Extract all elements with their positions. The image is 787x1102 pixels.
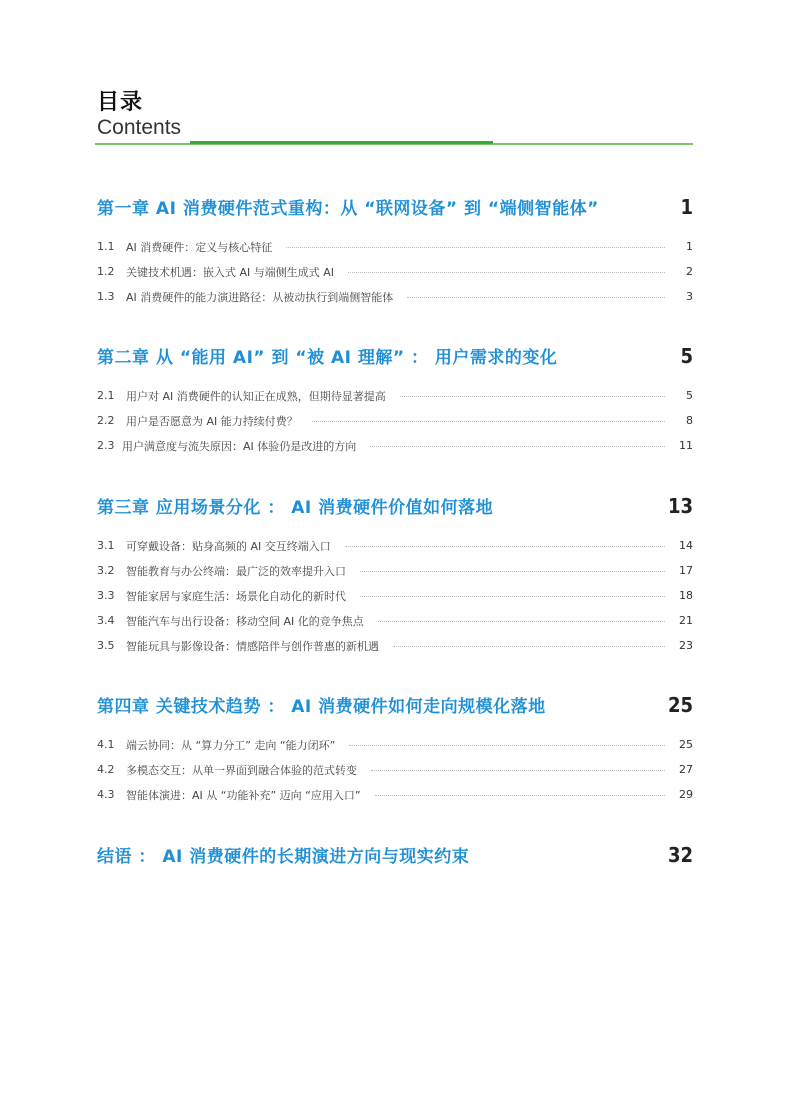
toc-entry[interactable] [97, 583, 693, 608]
toc-entry[interactable] [97, 757, 693, 782]
chapter-2[interactable] [97, 341, 693, 458]
chapter-page-number: 13 [667, 494, 693, 518]
entry-number: 4.1 [97, 738, 115, 751]
dot-leader [393, 646, 665, 647]
dot-leader [370, 446, 665, 447]
toc-entry[interactable] [97, 732, 693, 757]
entry-title: AI 消费硬件的能力演进路径：从被动执行到端侧智能体 [126, 290, 394, 304]
entry-page-number: 3 [686, 290, 693, 303]
chapter-page-number: 32 [667, 843, 693, 867]
toc-entry[interactable] [97, 608, 693, 633]
entry-number: 3.5 [97, 639, 115, 652]
dot-leader [349, 745, 665, 746]
entry-number: 1.2 [97, 265, 115, 278]
dot-leader [371, 770, 665, 771]
toc-entry[interactable] [97, 433, 693, 458]
toc-entry[interactable] [97, 284, 693, 309]
chapter-title[interactable]: 第四章 关键技术趋势 ： AI 消费硬件如何走向规模化落地 [97, 697, 546, 717]
dot-leader [375, 795, 665, 796]
dot-leader [360, 571, 665, 572]
entry-number: 3.2 [97, 564, 115, 577]
dot-leader [312, 421, 665, 422]
entry-page-number: 1 [686, 240, 693, 253]
dot-leader [286, 247, 665, 248]
toc-title-chinese: 目录 [97, 90, 144, 115]
dot-leader [400, 396, 665, 397]
toc-entry[interactable] [97, 408, 693, 433]
entry-title: 端云协同：从 “算力分工” 走向 “能力闭环” [126, 738, 336, 752]
toc-title-english: Contents [97, 116, 182, 139]
chapter-page-number: 5 [680, 344, 693, 368]
entry-page-number: 8 [686, 414, 693, 427]
toc-entry[interactable] [97, 782, 693, 807]
chapter-title[interactable]: 第一章 AI 消费硬件范式重构：从 “联网设备” 到 “端侧智能体” [97, 199, 599, 219]
entry-title: 智能教育与办公终端：最广泛的效率提升入口 [126, 564, 346, 578]
chapter-title[interactable]: 结语 ： AI 消费硬件的长期演进方向与现实约束 [97, 847, 470, 867]
entry-title: 多模态交互：从单一界面到融合体验的范式转变 [126, 763, 357, 777]
dot-leader [345, 546, 665, 547]
entry-title: AI 消费硬件：定义与核心特征 [126, 240, 273, 254]
toc-entry[interactable] [97, 533, 693, 558]
entry-number: 1.3 [97, 290, 115, 303]
entry-page-number: 17 [679, 564, 693, 577]
entry-number: 2.2 [97, 414, 115, 427]
conclusion[interactable] [97, 840, 693, 870]
entry-page-number: 2 [686, 265, 693, 278]
chapter-page-number: 25 [667, 693, 693, 717]
entry-number: 3.3 [97, 589, 115, 602]
entry-title: 用户对 AI 消费硬件的认知正在成熟，但期待显著提高 [126, 389, 386, 403]
chapter-title[interactable]: 第二章 从 “能用 AI” 到 “被 AI 理解” ： 用户需求的变化 [97, 348, 558, 368]
dot-leader [348, 272, 665, 273]
entry-title: 智能汽车与出行设备：移动空间 AI 化的竞争焦点 [126, 614, 364, 628]
chapter-1[interactable] [97, 192, 693, 309]
toc-entry[interactable] [97, 383, 693, 408]
toc-entry[interactable] [97, 558, 693, 583]
dot-leader [378, 621, 665, 622]
toc-entry[interactable] [97, 259, 693, 284]
entry-number: 2.1 [97, 389, 115, 402]
chapter-4[interactable] [97, 690, 693, 807]
chapter-3[interactable] [97, 491, 693, 658]
entry-number: 4.3 [97, 788, 115, 801]
entry-title: 用户是否愿意为 AI 能力持续付费？ [126, 414, 298, 428]
dot-leader [360, 596, 665, 597]
entry-page-number: 29 [679, 788, 693, 801]
entry-page-number: 18 [679, 589, 693, 602]
entry-title: 可穿戴设备：贴身高频的 AI 交互终端入口 [126, 539, 331, 553]
toc-entry[interactable] [97, 633, 693, 658]
toc-entry[interactable] [97, 234, 693, 259]
entry-page-number: 21 [679, 614, 693, 627]
entry-number: 3.1 [97, 539, 115, 552]
entry-page-number: 14 [679, 539, 693, 552]
entry-number: 2.3 [97, 439, 115, 452]
entry-title: 智能玩具与影像设备：情感陪伴与创作普惠的新机遇 [126, 639, 379, 653]
entry-page-number: 23 [679, 639, 693, 652]
chapter-title[interactable]: 第三章 应用场景分化 ： AI 消费硬件价值如何落地 [97, 498, 494, 518]
entry-page-number: 11 [679, 439, 693, 452]
entry-number: 4.2 [97, 763, 115, 776]
chapter-page-number: 1 [680, 195, 693, 219]
entry-page-number: 25 [679, 738, 693, 751]
entry-page-number: 5 [686, 389, 693, 402]
toc-header [97, 90, 181, 140]
entry-page-number: 27 [679, 763, 693, 776]
header-divider-accent [190, 141, 493, 144]
entry-number: 1.1 [97, 240, 115, 253]
dot-leader [407, 297, 665, 298]
entry-title: 关键技术机遇：嵌入式 AI 与端侧生成式 AI [126, 265, 335, 279]
entry-title: 用户满意度与流失原因：AI 体验仍是改进的方向 [122, 439, 357, 453]
entry-number: 3.4 [97, 614, 115, 627]
entry-title: 智能体演进：AI 从 “功能补充” 迈向 “应用入口” [126, 788, 361, 802]
entry-title: 智能家居与家庭生活：场景化自动化的新时代 [126, 589, 346, 603]
